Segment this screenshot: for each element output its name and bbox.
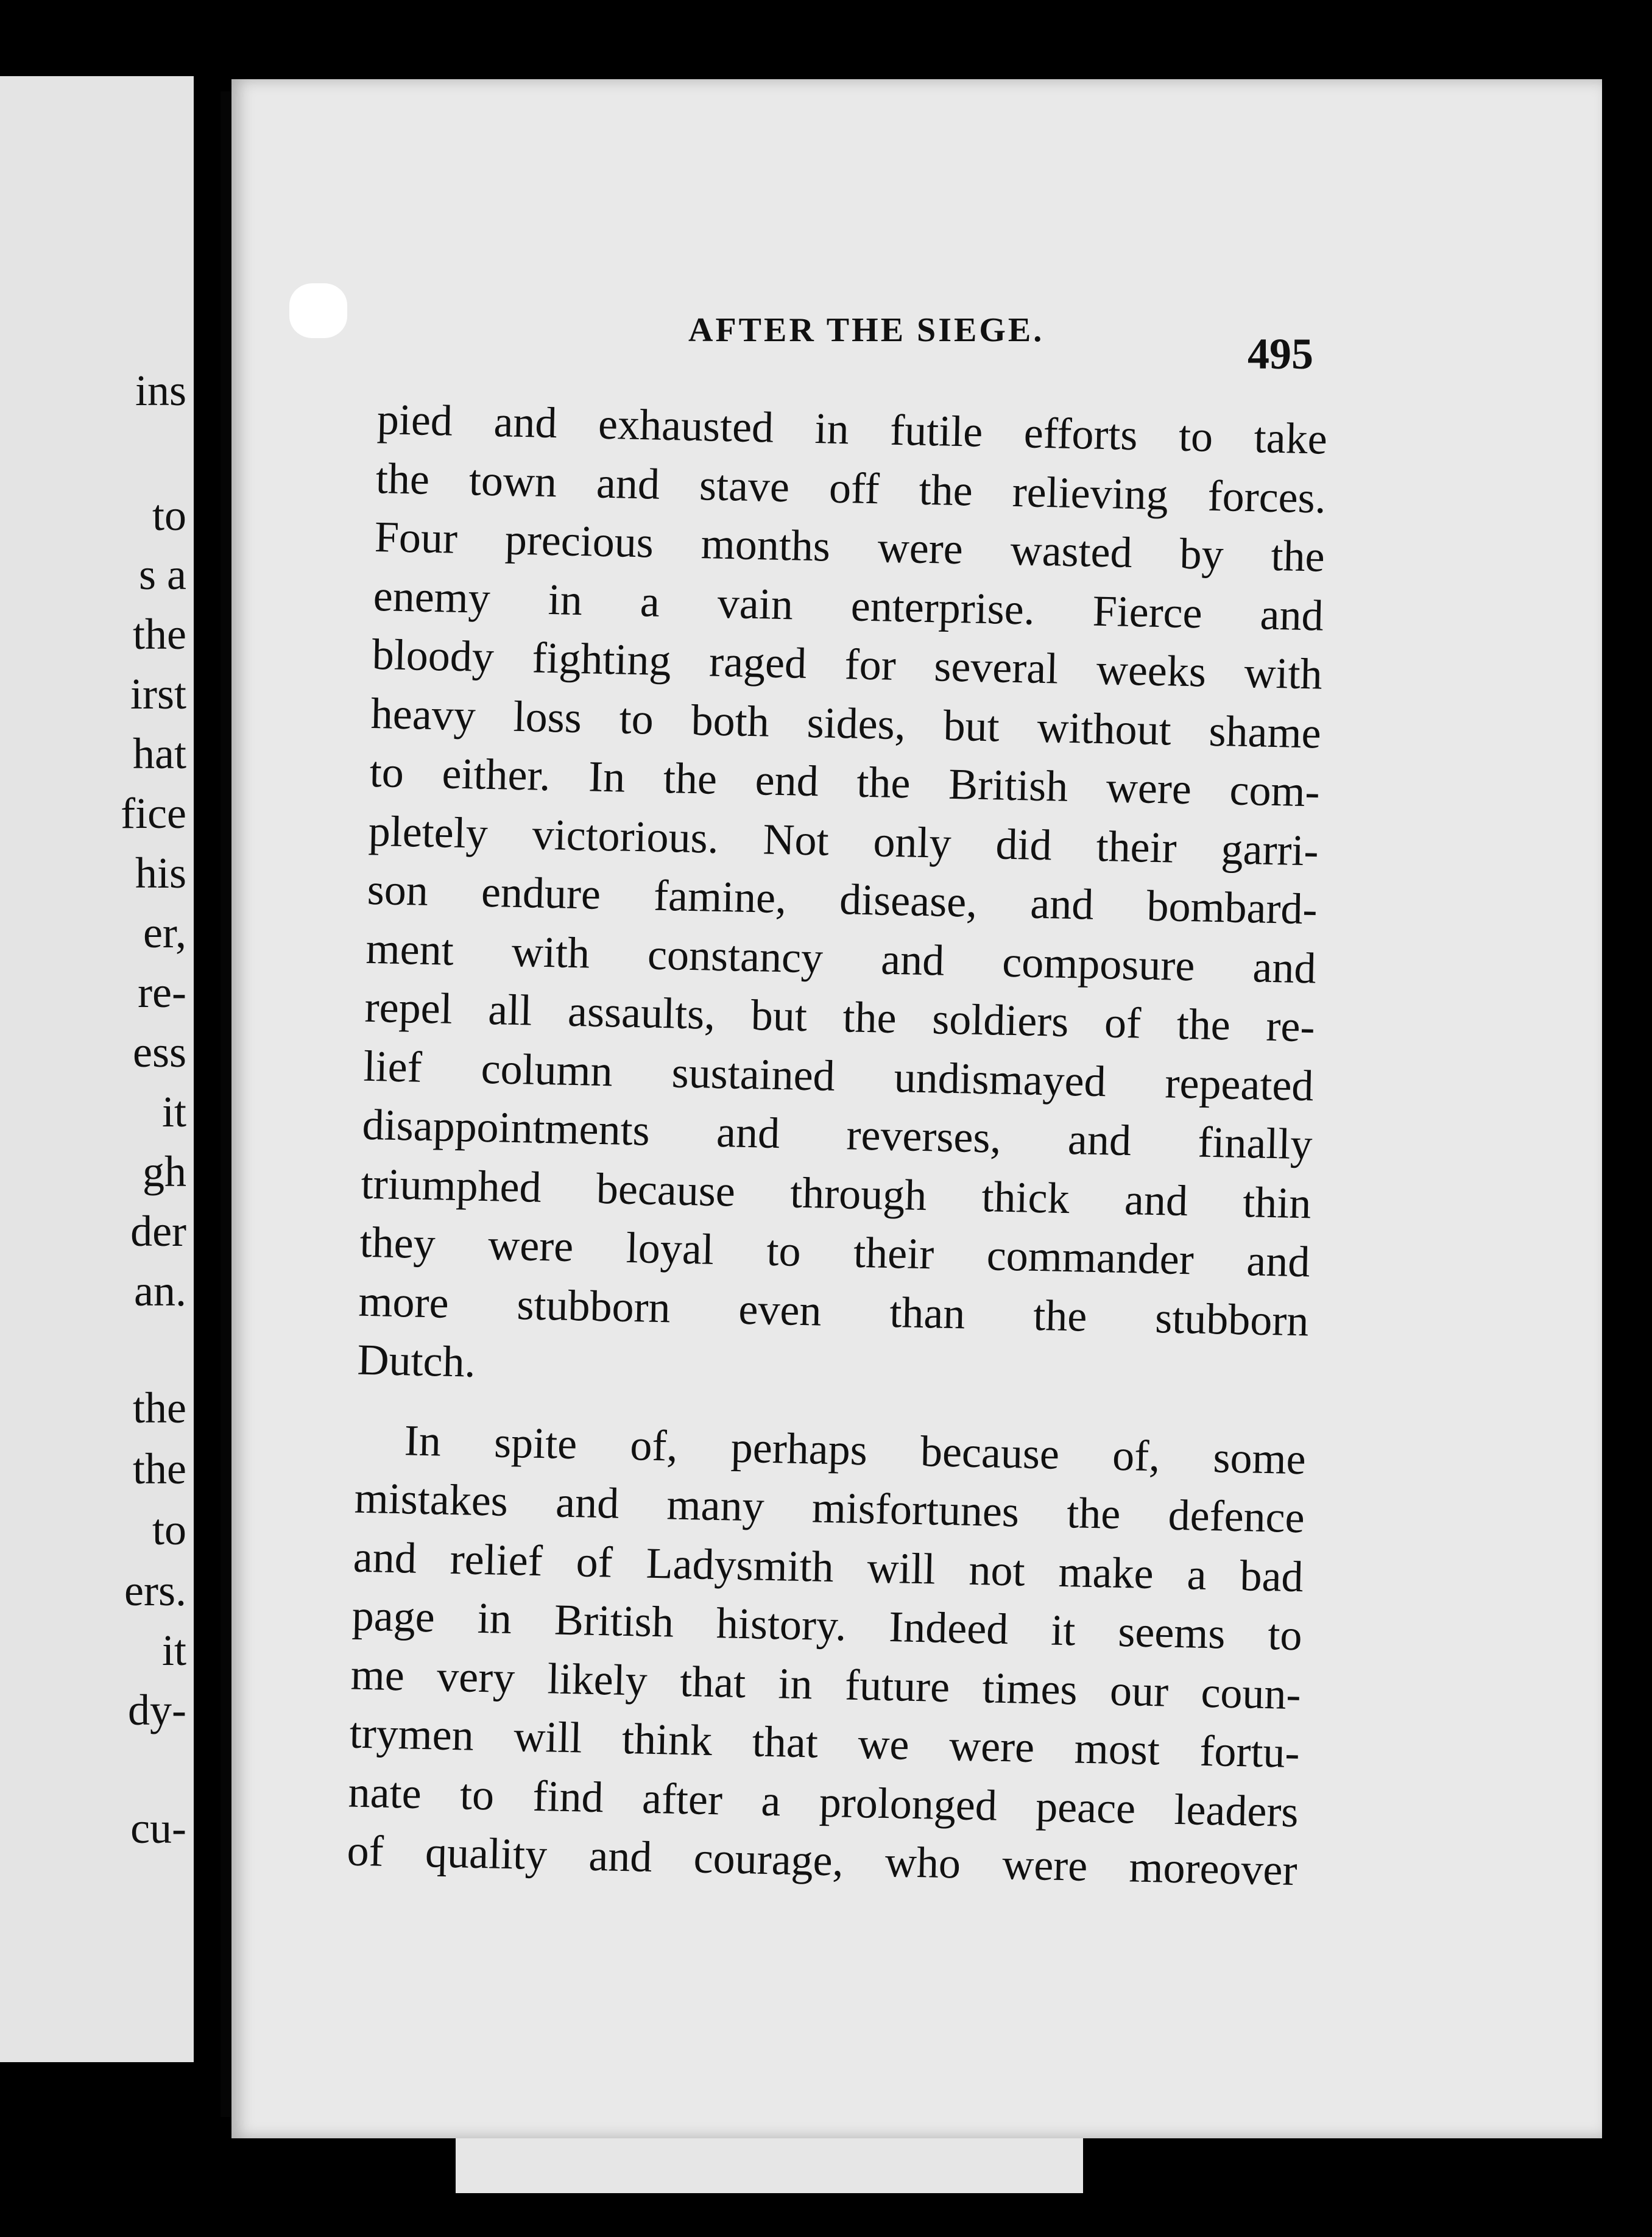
text-line: the town and stave off the relieving forces. bbox=[375, 453, 1327, 523]
left-fragment: dy- bbox=[128, 1686, 186, 1734]
text-line: triumphed because through thick and thin bbox=[360, 1159, 1312, 1228]
left-fragment: ins bbox=[135, 366, 186, 415]
left-page bbox=[0, 76, 194, 2062]
text-line: repel all assaults, but the soldiers of the re- bbox=[364, 982, 1316, 1051]
left-fragment: ess bbox=[133, 1028, 186, 1076]
left-fragment: the bbox=[133, 1384, 186, 1432]
left-fragment: s a bbox=[139, 550, 186, 599]
text-line: pletely victorious. Not only did their garri- bbox=[368, 806, 1319, 875]
text-line: page in British history. Indeed it seems to bbox=[351, 1591, 1303, 1660]
left-fragment: der bbox=[130, 1207, 186, 1256]
text-line: pied and exhausted in futile efforts to take bbox=[376, 394, 1328, 464]
text-line: more stubborn even than the stubborn bbox=[358, 1276, 1310, 1345]
page-number: 495 bbox=[1248, 330, 1313, 378]
left-fragment: re- bbox=[138, 968, 186, 1017]
left-fragment: cu- bbox=[130, 1804, 186, 1853]
text-line: Dutch. bbox=[356, 1335, 476, 1387]
text-line: to either. In the end the British were com- bbox=[369, 747, 1321, 816]
text-line: In spite of, perhaps because of, some bbox=[404, 1415, 1307, 1483]
left-fragment: the bbox=[133, 1444, 186, 1493]
text-line: ment with constancy and composure and bbox=[365, 924, 1317, 992]
left-fragment: to bbox=[152, 1505, 186, 1554]
text-line: disappointments and reverses, and finally bbox=[361, 1100, 1313, 1169]
left-fragment: the bbox=[133, 610, 186, 659]
text-line: mistakes and many misfortunes the defence bbox=[354, 1473, 1305, 1543]
text-line: nate to find after a prolonged peace leaders bbox=[347, 1767, 1299, 1836]
text-line: enemy in a vain enterprise. Fierce and bbox=[373, 571, 1324, 640]
body-text bbox=[347, 390, 1328, 1900]
text-line: bloody fighting raged for several weeks with bbox=[372, 629, 1323, 699]
left-fragment: an. bbox=[134, 1267, 186, 1315]
page-bottom-tab bbox=[456, 2138, 1083, 2193]
paper-blemish bbox=[289, 283, 347, 338]
left-fragment: it bbox=[161, 1626, 186, 1675]
text-line: and relief of Ladysmith will not make a bad bbox=[353, 1532, 1304, 1601]
left-fragment: ers. bbox=[124, 1566, 186, 1615]
left-fragment: gh bbox=[143, 1147, 186, 1196]
text-line: heavy loss to both sides, but without shame bbox=[370, 688, 1322, 758]
paragraph-2 bbox=[347, 1410, 1307, 1900]
left-fragment: it bbox=[161, 1087, 186, 1136]
left-fragment: hat bbox=[133, 729, 186, 778]
text-line: Four precious months were wasted by the bbox=[374, 512, 1325, 581]
text-line: son endure famine, disease, and bombard- bbox=[366, 864, 1318, 934]
text-line: they were loyal to their commander and bbox=[359, 1217, 1311, 1287]
left-fragment: to bbox=[152, 491, 186, 540]
text-line: trymen will think that we were most fortu- bbox=[348, 1708, 1301, 1778]
left-fragment: his bbox=[135, 849, 186, 897]
paragraph-1 bbox=[357, 390, 1328, 1409]
left-fragment: irst bbox=[130, 670, 186, 718]
left-fragment: fice bbox=[121, 789, 186, 838]
text-line: of quality and courage, who were moreover bbox=[346, 1826, 1298, 1895]
text-line: lief column sustained undismayed repeated bbox=[362, 1041, 1315, 1110]
running-head: AFTER THE SIEGE. bbox=[688, 311, 1045, 349]
text-line: me very likely that in future times our coun- bbox=[350, 1650, 1302, 1719]
left-fragment: er, bbox=[143, 908, 186, 957]
